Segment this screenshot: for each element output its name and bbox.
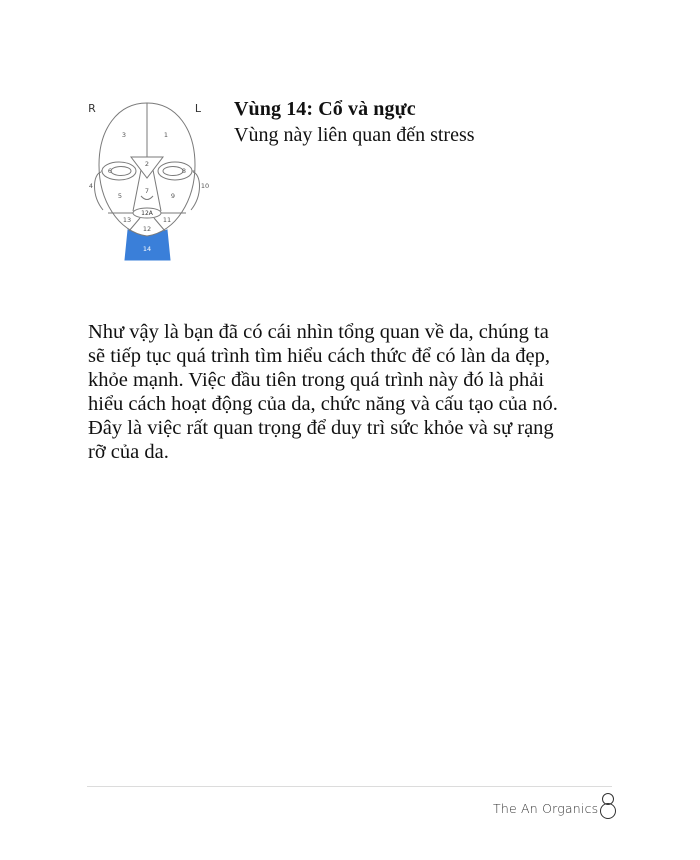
- paragraph-line: hiểu cách hoạt động của da, chức năng và cấu tạo của nó.: [88, 393, 558, 415]
- paragraph-line: Đây là việc rất quan trọng để duy trì sức khỏe và sự rạng: [88, 417, 554, 439]
- svg-text:11: 11: [162, 216, 172, 224]
- svg-text:12: 12: [142, 225, 152, 233]
- face-zone-map: [84, 96, 220, 266]
- svg-text:1: 1: [163, 131, 169, 139]
- zone-title: Vùng 14: Cổ và ngực: [234, 98, 416, 120]
- svg-text:8: 8: [181, 167, 187, 175]
- footer-brand: The An Organics: [493, 801, 599, 816]
- zone-14-label: 14: [142, 245, 152, 253]
- svg-text:9: 9: [170, 192, 176, 200]
- body-paragraph: [88, 320, 628, 464]
- page-number: [598, 791, 618, 821]
- paragraph-line: sẽ tiếp tục quá trình tìm hiểu cách thức để có làn da đẹp,: [88, 345, 550, 367]
- paragraph-line: khỏe mạnh. Việc đầu tiên trong quá trình này đó là phải: [88, 369, 545, 391]
- svg-text:10: 10: [200, 182, 210, 190]
- svg-text:6: 6: [107, 167, 113, 175]
- svg-text:12A: 12A: [141, 210, 153, 217]
- svg-text:5: 5: [117, 192, 123, 200]
- svg-text:3: 3: [121, 131, 127, 139]
- right-side-label: R: [88, 102, 96, 115]
- svg-text:8: 8: [608, 811, 609, 812]
- left-side-label: L: [194, 102, 202, 115]
- svg-text:7: 7: [144, 187, 150, 195]
- figure-caption: [234, 96, 475, 148]
- page-number-glyph: [598, 791, 618, 821]
- svg-text:4: 4: [88, 182, 94, 190]
- paragraph-line: Như vậy là bạn đã có cái nhìn tổng quan về da, chúng ta: [88, 321, 549, 343]
- paragraph-line: rỡ của da.: [88, 441, 169, 463]
- svg-text:13: 13: [122, 216, 132, 224]
- zone-description: Vùng này liên quan đến stress: [234, 124, 475, 146]
- svg-text:2: 2: [144, 160, 150, 168]
- footer-divider: [87, 786, 612, 787]
